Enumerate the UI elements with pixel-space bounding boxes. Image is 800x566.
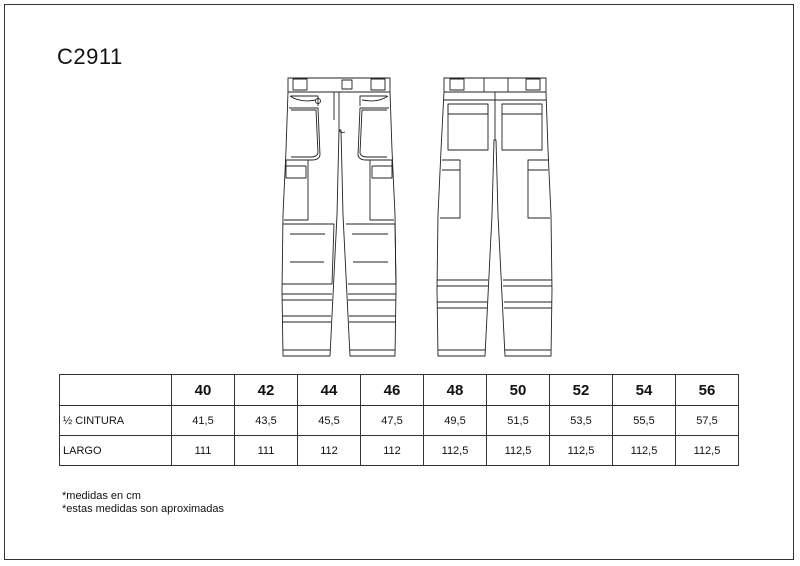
table-cell: 112,5 (424, 436, 487, 466)
size-50-header: 50 (487, 375, 550, 406)
table-cell: 53,5 (550, 406, 613, 436)
size-header-corner (60, 375, 172, 406)
table-cell: 55,5 (613, 406, 676, 436)
table-cell: 47,5 (361, 406, 424, 436)
table-cell: 111 (172, 436, 235, 466)
table-cell: 112 (298, 436, 361, 466)
table-cell: 112,5 (487, 436, 550, 466)
size-header-row (60, 375, 739, 406)
table-cell: 43,5 (235, 406, 298, 436)
length-row (60, 436, 739, 466)
footnotes (62, 490, 224, 516)
size-46-header: 46 (361, 375, 424, 406)
table-cell: 41,5 (172, 406, 235, 436)
table-cell: 112,5 (613, 436, 676, 466)
table-cell: 51,5 (487, 406, 550, 436)
back-view-drawing (437, 78, 552, 356)
table-cell: 112,5 (676, 436, 739, 466)
table-cell: 112 (361, 436, 424, 466)
footnote-approximate: *estas medidas son aproximadas (62, 503, 225, 515)
front-view-drawing (282, 78, 396, 356)
size-54-header: 54 (613, 375, 676, 406)
row-label: ½ CINTURA (60, 406, 172, 436)
table-cell: 111 (235, 436, 298, 466)
size-40-header: 40 (172, 375, 235, 406)
size-56-header: 56 (676, 375, 739, 406)
table-cell: 45,5 (298, 406, 361, 436)
size-52-header: 52 (550, 375, 613, 406)
table-cell: 57,5 (676, 406, 739, 436)
row-label: LARGO (60, 436, 172, 466)
size-48-header: 48 (424, 375, 487, 406)
half-waist-row (60, 406, 739, 436)
footnote-units: *medidas en cm (62, 490, 141, 502)
size-chart-table (59, 374, 739, 466)
size-44-header: 44 (298, 375, 361, 406)
table-cell: 49,5 (424, 406, 487, 436)
size-42-header: 42 (235, 375, 298, 406)
table-cell: 112,5 (550, 436, 613, 466)
product-code: C2911 (57, 44, 123, 69)
